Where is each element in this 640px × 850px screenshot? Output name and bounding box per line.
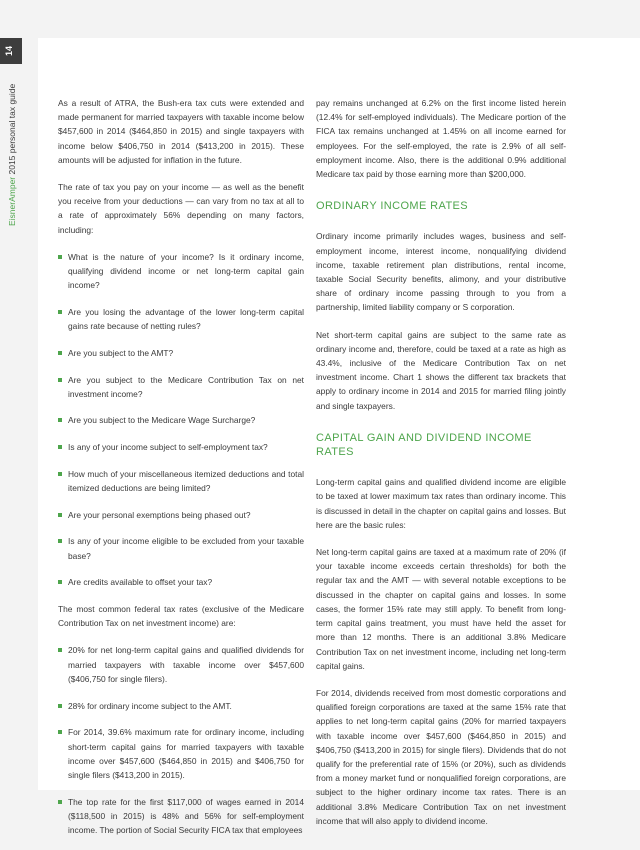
page-number: 14 [4,45,14,56]
paragraph-atra: As a result of ATRA, the Bush-era tax cuts were extended and made permanent for married taxpayers with taxable income below $457,600 in 2014 ($464,850 in 2015) and single taxpayers with income below $406,750 in 2014 ($413,200 in 2015). These amounts will be adjusted for inflation in the future. [58,98,304,165]
list-item-text: Are your personal exemptions being phased out? [68,509,251,520]
bullet-icon [58,800,62,804]
list-item-text: Are you subject to the AMT? [68,347,174,358]
bullet-icon [58,351,62,355]
list-item-text: Are credits available to offset your tax? [68,577,213,588]
left-column [58,96,304,850]
list-item-text: The top rate for the first $117,000 of wages earned in 2014 ($118,500 in 2015) is 48% and 56% for self-employment income. The portion of Social Security FICA tax that employees [68,796,304,836]
section-heading-capital-gain: CAPITAL GAIN AND DIVIDEND INCOME RATES [316,431,532,459]
list-item [58,643,304,686]
paragraph-fica-continuation: pay remains unchanged at 6.2% on the first income listed herein (12.4% for self-employed individuals). The Medicare portion of the FICA tax remains unchanged at 1.45% on all income earned for employees. For the self-employed, the rate is 2.9% of all self-employment income. Also, there is the additional 0.9% additional Medicare tax paid by those earning more than $200,000. [316,98,566,180]
bullet-icon [58,310,62,314]
list-item [58,575,304,589]
list-item-text: Is any of your income eligible to be excluded from your taxable base? [68,536,304,561]
right-column [316,96,566,841]
list-item [58,305,304,333]
list-item-text: Are you losing the advantage of the lower long-term capital gains rate because of netting rules? [68,306,304,332]
list-item-text: For 2014, 39.6% maximum rate for ordinary income, including short-term capital gains for married taxpayers with taxable income over $457,600 ($464,850 in 2015) and $406,750 for single filers ($413,200 in 2015). [68,727,304,780]
list-item [58,508,304,522]
list-item-text: 28% for ordinary income subject to the AMT. [68,700,232,711]
paragraph-common-rates: The most common federal tax rates (exclusive of the Medicare Contribution Tax on net investment income) are: [58,604,304,629]
bullet-icon [58,378,62,382]
bullet-icon [58,539,62,543]
bullet-icon [58,730,62,734]
list-item [58,795,304,838]
page-number-tab [0,38,22,64]
section-heading-ordinary-income: ORDINARY INCOME RATES [316,200,469,213]
bullet-icon [58,580,62,584]
running-title-text: 2015 personal tax guide [7,83,17,177]
bullet-icon [58,445,62,449]
paragraph-dividends: For 2014, dividends received from most domestic corporations and qualified foreign corporations are taxed at the same 15% rate that applies to net long-term capital gains (20% for married taxpayers with taxable income over $457,600 ($464,850 in 2015) and $406,750 ($413,200 in 2015) for single filers). Dividends that do not qualify for the preferential rate of 15% (or 20%), such as dividends from a money market fund or nonqualified foreign corporations, are subject to the higher ordinary income tax rates. There is an additional 3.8% Medicare Contribution Tax on net investment income that will also apply to dividend income. [316,687,567,826]
list-item [58,250,304,293]
questions-list [58,250,304,590]
list-item [58,725,304,782]
list-item [58,346,304,360]
bullet-icon [58,513,62,517]
bullet-icon [58,255,62,259]
list-item [58,373,304,401]
list-item-text: What is the nature of your income? Is it ordinary income, qualifying dividend income or net long-term capital gain income? [68,251,304,291]
running-title-brand: EisnerAmper [7,176,17,226]
list-item-text: Is any of your income subject to self-employment tax? [68,442,268,453]
bullet-icon [58,704,62,708]
rates-list [58,643,304,837]
bullet-icon [58,648,62,652]
paragraph-rate-factors: The rate of tax you pay on your income — as well as the benefit you receive from your deductions — can vary from no tax at all to a rate of approximately 56% depending on many factors, including: [58,182,304,235]
list-item-text: 20% for net long-term capital gains and qualified dividends for married taxpayers with taxable income over $457,600 ($406,750 for single filers). [68,645,304,684]
list-item-text: Are you subject to the Medicare Wage Surcharge? [68,415,256,426]
list-item [58,440,304,454]
bullet-icon [58,418,62,422]
list-item [58,467,304,495]
list-item-text: Are you subject to the Medicare Contribution Tax on net investment income? [68,374,304,399]
paragraph-long-term-gains: Net long-term capital gains are taxed at a maximum rate of 20% (if your taxable income exceeds certain thresholds) for both the regular tax and the AMT — with several notable exceptions to be discussed in the chapter on capital gains and losses. In some cases, the former 15% rate may still apply. To benefit from long-term capital gains treatment, you must have held the asset for more than 12 months. There is an additional 3.8% Medicare Contribution Tax on net investment income, including net long-term capital gains. [316,547,566,671]
paragraph-capital-gains-intro: Long-term capital gains and qualified dividend income are eligible to be taxed at lower maximum tax rates than ordinary income. This is discussed in detail in the chapter on capital gains and losses. But here are the basic rules: [316,477,567,530]
list-item [58,534,304,562]
running-title [7,84,17,226]
list-item [58,413,304,427]
bullet-icon [58,472,62,476]
paragraph-ordinary-income: Ordinary income primarily includes wages, business and self-employment income, interest income, nonqualifying dividend income, taxable retirement plan distributions, rental income, taxable Social Security benefits, alimony, and your distributive share of ordinary income passing through to you from a partnership, limited liability company or S corporation. [316,231,566,313]
list-item-text: How much of your miscellaneous itemized deductions and total itemized deductions are being limited? [68,468,304,494]
list-item [58,699,304,713]
paragraph-short-term-gains: Net short-term capital gains are subject to the same rate as ordinary income and, therefore, could be taxed at a rate as high as 43.4%, inclusive of the Medicare Contribution Tax on net investment income. Chart 1 shows the different tax brackets that apply to ordinary income in 2014 and 2015 for married filing jointly and single taxpayers. [316,329,566,411]
